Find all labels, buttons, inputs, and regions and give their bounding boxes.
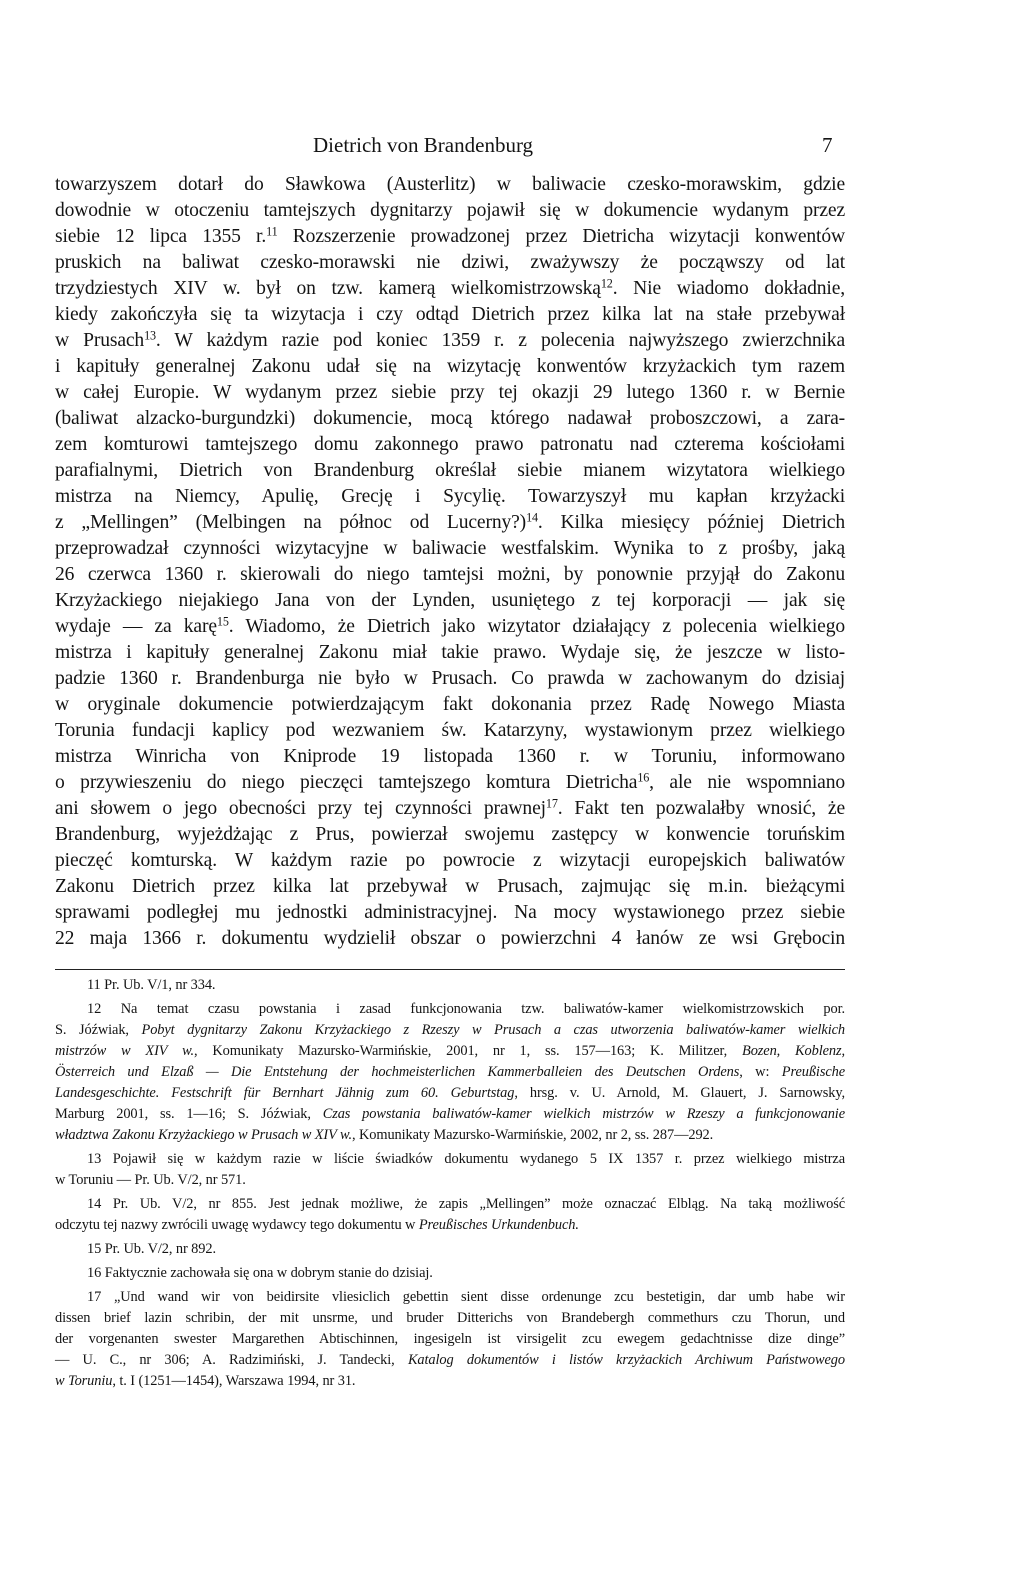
text-line: ani słowem o jego obecności przy tej czynności prawnej$^{17}$. Fakt ten pozwalałby wnosić, że <box>55 796 845 819</box>
text-line: kiedy zakończyła się ta wizytacja i czy odtąd Dietrich przez kilka lat na stałe przebywał <box>55 304 845 325</box>
text-line: 26 czerwca 1360 r. skierowali do niego tamtejsi możni, by ponownie przyjął do Zakonu <box>55 564 845 585</box>
italic-title: Bozen, Koblenz, <box>742 1043 845 1059</box>
text-line: towarzyszem dotarł do Sławkowa (Austerlitz) w baliwacie czesko-morawskim, gdzie <box>55 174 845 195</box>
text-line: wydaje — za karę$^{15}$. Wiadomo, że Dietrich jako wizytator działający z polecenia wielkiego <box>55 614 845 637</box>
text-line: mistrza na Niemcy, Apulię, Grecję i Sycylię. Towarzyszył mu kapłan krzyżacki <box>55 486 845 507</box>
italic-title: Czas powstania baliwatów-kamer wielkich mistrzów w Rzeszy a funkcjonowanie <box>322 1106 845 1122</box>
footnote-line: Marburg 2001, ss. 1—16; S. Jóźwiak, Czas powstania baliwatów-kamer wielkich mistrzów w Rzeszy a funkcjonowanie <box>55 1106 845 1122</box>
footnote-marker: 14 <box>526 510 538 525</box>
italic-title: władztwa Zakonu Krzyżackiego w Prusach w XIV w. <box>55 1127 352 1143</box>
footnote-line: władztwa Zakonu Krzyżackiego w Prusach w XIV w., Komunikaty Mazursko-Warmińskie, 2002, nr 2, ss. 287—292. <box>55 1127 714 1143</box>
text-line: mistrza i kapituły generalnej Zakonu miał takie prawo. Wydaje się, że jeszcze w listo- <box>55 642 845 663</box>
footnote-line: 17 „Und wand wir von beidirsite vliesiclich gebettin sient disse ordenunge zcu bestetigin, dar umb habe wir <box>87 1289 845 1305</box>
text-line: pieczęć komturską. W każdym razie po powrocie z wizytacji europejskich baliwatów <box>55 850 845 871</box>
footnote-marker: 15 <box>216 614 229 629</box>
text-line: pruskich na baliwat czesko-morawski nie dziwi, zważywszy że począwszy od lat <box>55 252 845 273</box>
text-line: i kapituły generalnej Zakonu udał się na wizytację konwentów krzyżackich tym razem <box>55 356 845 377</box>
footnote-divider <box>55 969 845 970</box>
footnote-marker: 17 <box>545 796 558 811</box>
italic-title: Österreich und Elzaß — Die Entstehung der hochmeisterlichen Kammerballeien des Deutschen Ordens <box>55 1064 740 1080</box>
text-line: w oryginale dokumencie potwierdzającym fakt dokonania przez Radę Nowego Miasta <box>55 694 845 715</box>
text-line: siebie 12 lipca 1355 r.$^{11}$ Rozszerzenie prowadzonej przez Dietricha wizytacji konwentów <box>55 224 845 247</box>
text-line: 22 maja 1366 r. dokumentu wydzielił obszar o powierzchni 4 łanów ze wsi Grębocin <box>55 928 845 949</box>
italic-title: Landesgeschichte. Festschrift für Bernhart Jähnig zum 60. Geburtstag <box>55 1085 515 1101</box>
running-head <box>0 130 1024 160</box>
text-line: z „Mellingen” (Melbingen na północ od Lucerny?)$^{14}$. Kilka miesięcy później Dietrich <box>55 510 845 533</box>
footnote-line: der vorgenanten swester Margarethen Abtischinnen, ingesigeln ist virsigelit zcu ewegem gedachtnisse dize dinge” <box>55 1331 845 1347</box>
italic-title: w Toruniu <box>55 1373 113 1389</box>
text-line: parafialnymi, Dietrich von Brandenburg określał siebie mianem wizytatora wielkiego <box>55 460 845 481</box>
text-line: (baliwat alzacko-burgundzki) dokumencie, mocą którego nadawał proboszczowi, a zara- <box>55 408 845 429</box>
footnote-line: mistrzów w XIV w., Komunikaty Mazursko-Warmińskie, 2001, nr 1, ss. 157—163; K. Militzer, Bozen, Koblenz, <box>55 1043 845 1059</box>
text-line: przeprowadzał czynności wizytacyjne w baliwacie westfalskim. Wynika to z prośby, jaką <box>55 538 845 559</box>
footnote-line: 14 Pr. Ub. V/2, nr 855. Jest jednak możliwe, że zapis „Mellingen” może oznaczać Elbląg. Na taką możliwość <box>87 1196 845 1212</box>
footnote-line: Österreich und Elzaß — Die Entstehung der hochmeisterlichen Kammerballeien des Deutschen Ordens, w: Preußische <box>55 1064 845 1080</box>
footnote-marker: 16 <box>637 770 650 785</box>
running-title: Dietrich von Brandenburg <box>313 133 534 157</box>
footnote-marker: 13 <box>144 328 156 343</box>
text-line: zem komturowi tamtejszego domu zakonnego prawo patronatu nad czterema kościołami <box>55 434 845 455</box>
footnote-line: 15 Pr. Ub. V/2, nr 892. <box>87 1241 216 1257</box>
footnote-line: w Toruniu — Pr. Ub. V/2, nr 571. <box>55 1172 246 1188</box>
text-line: Zakonu Dietrich przez kilka lat przebywał w Prusach, zajmując się m.in. bieżącymi <box>55 876 845 897</box>
text-line: w Prusach$^{13}$. W każdym razie pod koniec 1359 r. z polecenia najwyższego zwierzchnika <box>55 328 846 351</box>
text-line: mistrza Winricha von Kniprode 19 listopada 1360 r. w Toruniu, informowano <box>55 746 845 767</box>
footnote-line: odczytu tej nazwy zwrócili uwagę wydawcy tego dokumentu w Preußisches Urkundenbuch. <box>55 1217 579 1233</box>
text-line: Torunia fundacji kaplicy pod wezwaniem św. Katarzyny, wystawionym przez wielkiego <box>55 720 845 741</box>
footnote-marker: 12 <box>600 276 613 291</box>
italic-title: Preußisches Urkundenbuch. <box>418 1217 579 1233</box>
footnotes-section <box>55 975 845 1395</box>
italic-title: Pobyt dygnitarzy Zakonu Krzyżackiego z Rzeszy w Prusach a czas utworzenia baliwatów-kamer wielkich <box>141 1022 845 1038</box>
footnote-line: — U. C., nr 306; A. Radzimiński, J. Tandecki, Katalog dokumentów i listów krzyżackich Archiwum Państwowego <box>55 1352 845 1368</box>
footnote <box>55 1194 845 1236</box>
footnote-line: w Toruniu, t. I (1251—1454), Warszawa 1994, nr 31. <box>55 1373 356 1389</box>
text-line: o przywieszeniu do niego pieczęci tamtejszego komtura Dietricha$^{16}$, ale nie wspomniano <box>55 770 845 793</box>
footnote <box>55 999 845 1146</box>
footnote-line: Landesgeschichte. Festschrift für Bernhart Jähnig zum 60. Geburtstag, hrsg. v. U. Arnold, M. Glauert, J. Sarnowsky, <box>55 1085 845 1101</box>
text-line: Brandenburg, wyjeżdżając z Prus, powierzał swojemu zastępcy w konwencie toruńskim <box>55 824 845 845</box>
text-line: w całej Europie. W wydanym przez siebie przy tej okazji 29 lutego 1360 r. w Bernie <box>55 382 845 403</box>
footnote-line: 11 Pr. Ub. V/1, nr 334. <box>87 977 216 993</box>
italic-title: Preußische <box>781 1064 845 1080</box>
text-line: sprawami podległej mu jednostki administracyjnej. Na mocy wystawionego przez siebie <box>55 902 845 923</box>
text-line: dowodnie w otoczeniu tamtejszych dygnitarzy pojawił się w dokumencie wydanym przez <box>55 200 845 221</box>
page-number: 7 <box>822 133 833 157</box>
footnote <box>55 1287 845 1392</box>
footnote-line: 16 Faktycznie zachowała się ona w dobrym stanie do dzisiaj. <box>87 1265 433 1281</box>
footnote <box>55 1239 845 1260</box>
italic-title: mistrzów w XIV w. <box>55 1043 195 1059</box>
footnote-marker: 11 <box>266 224 278 239</box>
text-line: Krzyżackiego niejakiego Jana von der Lynden, usuniętego z tej korporacji — jak się <box>55 590 845 611</box>
italic-title: Katalog dokumentów i listów krzyżackich Archiwum Państwowego <box>407 1352 845 1368</box>
main-text <box>55 172 845 952</box>
footnote <box>55 1149 845 1191</box>
footnote <box>55 1263 845 1284</box>
footnote <box>55 975 845 996</box>
text-line: padzie 1360 r. Brandenburga nie było w Prusach. Co prawda w zachowanym do dzisiaj <box>55 668 845 689</box>
footnote-line: 12 Na temat czasu powstania i zasad funkcjonowania tzw. baliwatów-kamer wielkomistrzowskich por. <box>87 1001 845 1017</box>
footnote-line: dissen brief lazin schribin, der mit unsrme, und bruder Ditterichs von Brandebergh commethurs czu Thorun, und <box>55 1310 845 1326</box>
footnote-line: S. Jóźwiak, Pobyt dygnitarzy Zakonu Krzyżackiego z Rzeszy w Prusach a czas utworzenia baliwatów-kamer wielkich <box>55 1022 845 1038</box>
text-line: trzydziestych XIV w. był on tzw. kamerą wielkomistrzowską$^{12}$. Nie wiadomo dokładnie, <box>55 276 846 299</box>
footnote-line: 13 Pojawił się w każdym razie w liście świadków dokumentu wydanego 5 IX 1357 r. przez wielkiego mistrza <box>87 1151 845 1167</box>
